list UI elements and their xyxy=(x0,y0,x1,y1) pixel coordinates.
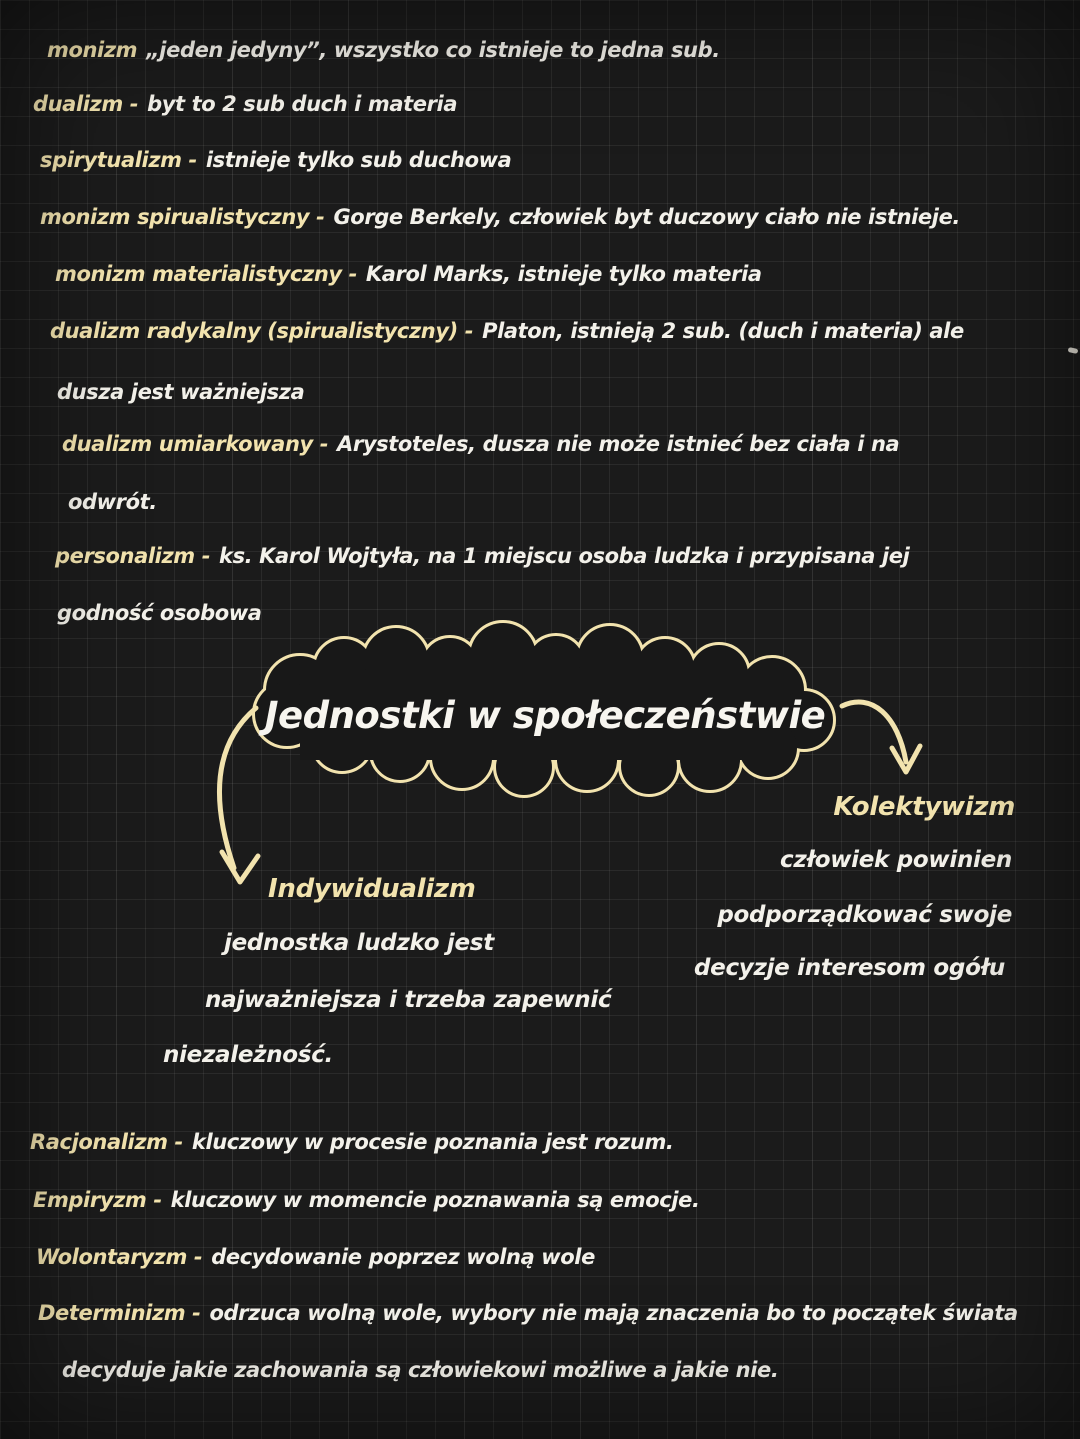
cloud-bubble xyxy=(255,623,833,795)
term-label: Empiryzm - xyxy=(33,1188,162,1212)
note-line xyxy=(50,319,964,343)
definition-text: kluczowy w procesie poznania jest rozum. xyxy=(191,1130,674,1154)
definition-text: dusza jest ważniejsza xyxy=(57,380,305,404)
term-label: dualizm - xyxy=(33,92,139,116)
term-label: personalizm - xyxy=(55,544,211,568)
term-label: Determinizm - xyxy=(38,1301,201,1325)
definition-text: odrzuca wolną wole, wybory nie mają znaczenia bo to początek świata xyxy=(209,1301,1018,1325)
definition-text: Karol Marks, istnieje tylko materia xyxy=(365,262,762,286)
term-label: Wolontaryzm - xyxy=(36,1245,203,1269)
note-line xyxy=(30,1130,674,1154)
individualism-line: jednostka ludzko jest xyxy=(224,930,494,956)
individualism-line: niezależność. xyxy=(163,1042,333,1068)
curved-arrow-left-icon xyxy=(220,708,258,882)
cloud-label: Jednostki w społeczeństwie xyxy=(264,694,826,737)
definition-text: ks. Karol Wojtyła, na 1 miejscu osoba ludzka i przypisana jej xyxy=(219,544,910,568)
definition-text: Gorge Berkely, człowiek byt duczowy ciało nie istnieje. xyxy=(333,205,960,229)
definition-text: odwrót. xyxy=(68,490,157,514)
definition-text: Arystoteles, dusza nie może istnieć bez ciała i na xyxy=(337,432,900,456)
term-label: spirytualizm - xyxy=(40,148,197,172)
note-line xyxy=(55,544,909,568)
definition-text: istnieje tylko sub duchowa xyxy=(205,148,512,172)
note-line xyxy=(57,380,304,404)
definition-text: „jeden jedyny”, wszystko co istnieje to jedna sub. xyxy=(146,38,720,62)
note-line xyxy=(47,38,720,62)
curved-arrow-right-icon xyxy=(842,702,920,772)
definition-text: decydowanie poprzez wolną wole xyxy=(211,1245,595,1269)
term-label: dualizm radykalny (spirualistyczny) - xyxy=(50,319,474,343)
note-line xyxy=(40,205,960,229)
note-line xyxy=(33,92,457,116)
stray-ink-mark xyxy=(1068,347,1079,354)
collectivism-line: decyzje interesom ogółu xyxy=(694,955,1005,981)
collectivism-line: człowiek powinien xyxy=(779,847,1012,873)
note-line xyxy=(68,490,157,514)
note-line xyxy=(62,432,899,456)
collectivism-title: Kolektywizm xyxy=(833,792,1015,822)
term-label: monizm xyxy=(47,38,138,62)
definition-text: kluczowy w momencie poznawania są emocje. xyxy=(170,1188,700,1212)
definition-text: godność osobowa xyxy=(57,601,262,625)
individualism-title: Indywidualizm xyxy=(268,874,476,904)
note-line xyxy=(33,1188,700,1212)
term-label: Racjonalizm - xyxy=(30,1130,183,1154)
term-label: monizm materialistyczny - xyxy=(55,262,357,286)
definition-text: decyduje jakie zachowania są człowiekowi możliwe a jakie nie. xyxy=(62,1358,779,1382)
term-label: monizm spirualistyczny - xyxy=(40,205,325,229)
note-line xyxy=(36,1245,595,1269)
individualism-line: najważniejsza i trzeba zapewnić xyxy=(205,987,612,1013)
note-line xyxy=(40,148,511,172)
note-line xyxy=(38,1301,1018,1325)
definition-text: byt to 2 sub duch i materia xyxy=(147,92,458,116)
note-line xyxy=(62,1358,778,1382)
collectivism-line: podporządkować swoje xyxy=(717,902,1012,928)
note-line xyxy=(55,262,762,286)
definition-text: Platon, istnieją 2 sub. (duch i materia) ale xyxy=(482,319,964,343)
term-label: dualizm umiarkowany - xyxy=(62,432,329,456)
